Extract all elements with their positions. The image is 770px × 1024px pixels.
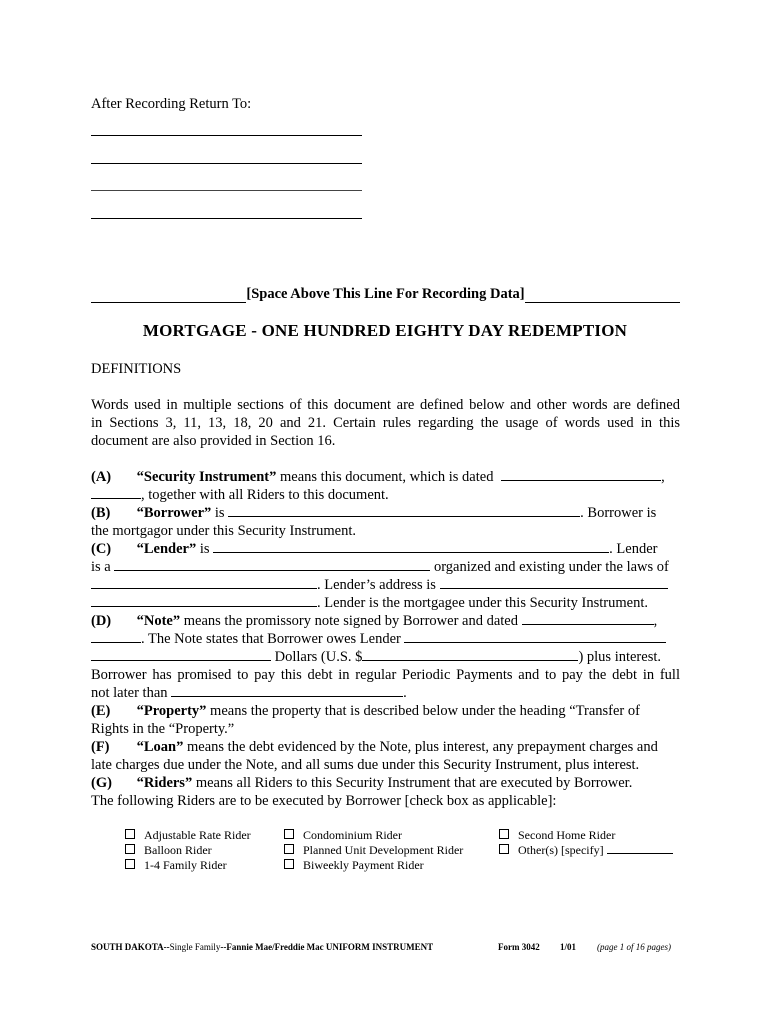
def-b-row-2: the mortgagor under this Security Instrument.	[91, 523, 356, 539]
def-c-is: is	[199, 541, 210, 557]
def-d-year-blank[interactable]	[91, 630, 141, 643]
def-c-organized: organized and existing under the laws of	[433, 559, 669, 575]
def-b-text1: . Borrower is	[580, 505, 657, 521]
return-line-4[interactable]	[91, 218, 362, 219]
def-b-borrower-blank[interactable]	[228, 504, 580, 517]
rider-label: Other(s) [specify]	[518, 843, 604, 857]
checkbox-icon[interactable]	[284, 844, 294, 854]
def-c-address: . Lender’s address is	[317, 577, 436, 593]
rider-label: Balloon Rider	[144, 843, 212, 857]
recording-line-right	[525, 288, 680, 303]
footer-instrument-name: Fannie Mae/Freddie Mac UNIFORM INSTRUMENT	[226, 942, 434, 952]
def-b-label: (B)	[91, 505, 111, 521]
rider-label: 1-4 Family Rider	[144, 858, 227, 872]
def-a-text: means this document, which is dated	[280, 469, 494, 485]
rider-label: Planned Unit Development Rider	[303, 843, 464, 857]
recording-data-row	[91, 285, 680, 303]
def-a-text2: , together with all Riders to this document.	[141, 487, 389, 503]
def-a-term: “Security Instrument”	[136, 469, 277, 485]
def-d-owes: . The Note states that Borrower owes Lender	[141, 631, 401, 647]
def-f-term: “Loan”	[136, 739, 184, 755]
return-line-1[interactable]	[91, 135, 362, 136]
def-d-comma: ,	[653, 613, 658, 629]
def-d-notlater: not later than	[91, 685, 168, 701]
def-g-term: “Riders”	[136, 775, 193, 791]
rider-second-home[interactable]	[499, 828, 615, 843]
rider-label: Adjustable Rate Rider	[144, 828, 251, 842]
def-c-isa: is a	[91, 559, 111, 575]
def-a-comma: ,	[661, 469, 665, 485]
def-d-amount-words-blank[interactable]	[404, 630, 666, 643]
def-c-laws-blank[interactable]	[91, 576, 317, 589]
def-a-label: (A)	[91, 469, 112, 485]
return-line-3[interactable]	[91, 190, 362, 191]
def-d-row-2	[91, 630, 680, 648]
def-e-row-1	[91, 702, 680, 720]
footer-page: (page 1 of 16 pages)	[597, 942, 671, 952]
rider-adjustable-rate[interactable]	[125, 828, 251, 843]
return-line-2[interactable]	[91, 163, 362, 164]
page-title: MORTGAGE - ONE HUNDRED EIGHTY DAY REDEMPTION	[142, 321, 628, 340]
def-d-text1: means the promissory note signed by Borrower and dated	[183, 613, 518, 629]
def-e-row-2: Rights in the “Property.”	[91, 721, 235, 737]
def-f-label: (F)	[91, 739, 110, 755]
def-e-text1: means the property that is described below under the heading “Transfer of	[210, 703, 640, 719]
def-g-row-2: The following Riders are to be executed by Borrower [check box as applicable]:	[91, 793, 557, 809]
rider-planned-unit-development[interactable]	[284, 843, 463, 858]
checkbox-icon[interactable]	[125, 859, 135, 869]
footer-form: Form 3042	[498, 942, 540, 952]
recording-line-left	[91, 288, 246, 303]
def-a-year-blank[interactable]	[91, 486, 141, 499]
checkbox-icon[interactable]	[284, 829, 294, 839]
rider-condominium[interactable]	[284, 828, 402, 843]
def-g-label: (G)	[91, 775, 112, 791]
def-c-text1: . Lender	[609, 541, 658, 557]
recording-data-label: [Space Above This Line For Recording Data]	[246, 286, 525, 302]
footer-sep-2: --	[220, 942, 227, 952]
intro-line-2: in Sections 3, 11, 13, 18, 20 and 21. Certain rules regarding the usage of words used in this	[91, 415, 680, 431]
def-c-row-2	[91, 558, 680, 576]
rider-label: Condominium Rider	[303, 828, 402, 842]
return-to-label: After Recording Return To:	[91, 96, 252, 112]
def-a-row-2	[91, 486, 680, 504]
def-b-row-1	[91, 504, 680, 522]
def-d-term: “Note”	[136, 613, 181, 629]
checkbox-icon[interactable]	[499, 829, 509, 839]
intro-line-1: Words used in multiple sections of this document are defined below and other words are defined	[91, 397, 680, 413]
rider-label: Second Home Rider	[518, 828, 616, 842]
footer-instrument	[91, 942, 433, 952]
def-c-label: (C)	[91, 541, 112, 557]
footer-sep-1: --	[163, 942, 170, 952]
def-d-period: .	[403, 685, 407, 701]
footer-family: Single Family	[169, 942, 221, 952]
rider-1-4-family[interactable]	[125, 858, 227, 873]
def-c-row-1	[91, 540, 680, 558]
def-d-amount-words-blank-2[interactable]	[91, 648, 271, 661]
checkbox-icon[interactable]	[284, 859, 294, 869]
rider-biweekly-payment[interactable]	[284, 858, 424, 873]
rider-others[interactable]	[499, 843, 673, 858]
def-c-address-blank[interactable]	[440, 576, 668, 589]
rider-balloon[interactable]	[125, 843, 212, 858]
def-d-row-4: Borrower has promised to pay this debt in regular Periodic Payments and to pay the debt in full	[91, 667, 680, 683]
checkbox-icon[interactable]	[125, 829, 135, 839]
def-d-row-1	[91, 612, 680, 630]
def-d-row-3	[91, 648, 680, 666]
def-e-label: (E)	[91, 703, 111, 719]
def-c-address-blank-2[interactable]	[91, 594, 317, 607]
def-b-is: is	[214, 505, 225, 521]
def-a-date-blank[interactable]	[501, 468, 661, 481]
def-a-row-1	[91, 468, 680, 486]
def-f-row-2: late charges due under the Note, and all sums due under this Security Instrument, plus interest.	[91, 757, 640, 773]
def-c-term: “Lender”	[136, 541, 197, 557]
def-d-dollars: Dollars (U.S. $	[274, 649, 363, 665]
def-d-date-blank[interactable]	[522, 612, 654, 625]
def-c-row-4	[91, 594, 680, 612]
def-c-entity-blank[interactable]	[114, 558, 430, 571]
def-f-row-1	[91, 738, 680, 756]
def-c-lender-blank[interactable]	[213, 540, 609, 553]
def-c-mortgagee: . Lender is the mortgagee under this Security Instrument.	[317, 595, 648, 611]
rider-others-specify-blank[interactable]	[607, 843, 673, 854]
checkbox-icon[interactable]	[499, 844, 509, 854]
def-g-row-1	[91, 774, 680, 792]
def-c-row-3	[91, 576, 680, 594]
def-g-text1: means all Riders to this Security Instrument that are executed by Borrower.	[195, 775, 633, 791]
def-d-label: (D)	[91, 613, 112, 629]
intro-line-3: document are also provided in Section 16.	[91, 433, 336, 449]
checkbox-icon[interactable]	[125, 844, 135, 854]
def-e-term: “Property”	[136, 703, 207, 719]
rider-label: Biweekly Payment Rider	[303, 858, 424, 872]
def-f-text1: means the debt evidenced by the Note, plus interest, any prepayment charges and	[187, 739, 658, 755]
def-d-plus: ) plus interest.	[578, 649, 661, 665]
definitions-heading: DEFINITIONS	[91, 361, 182, 377]
def-d-amount-blank[interactable]	[362, 648, 578, 661]
def-d-row-5	[91, 684, 680, 702]
footer-date: 1/01	[560, 942, 577, 952]
footer-state: SOUTH DAKOTA	[91, 942, 164, 952]
def-d-maturity-blank[interactable]	[171, 684, 403, 697]
def-b-term: “Borrower”	[136, 505, 212, 521]
